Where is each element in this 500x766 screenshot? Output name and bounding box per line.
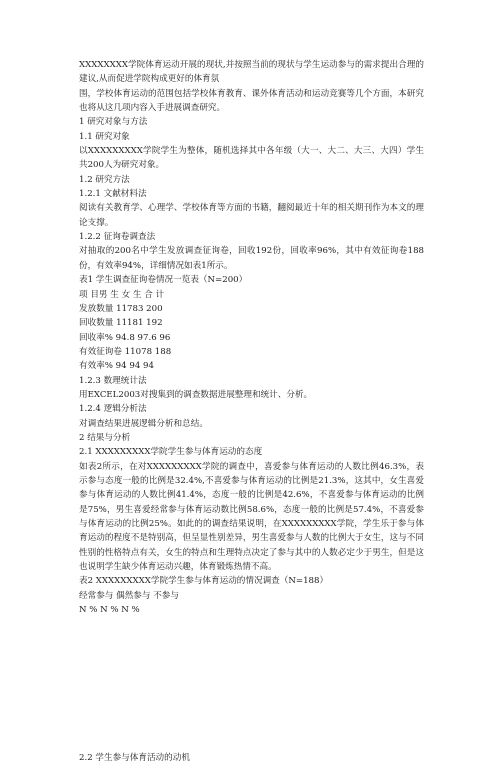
section-1-2-1-heading: 1.2.1 文献材料法 <box>79 189 147 200</box>
section-1-2-3-heading: 1.2.3 数理统计法 <box>79 375 147 386</box>
table-1-row: 发放数量 11783 200 <box>79 303 163 314</box>
table-1-row: 有效征询卷 11078 188 <box>79 346 172 357</box>
section-1-1-text: 以XXXXXXXXX学院学生为整体，随机选择其中各年级（大一、大二、大三、大四）学生共200人为研究对象。 <box>79 146 424 171</box>
section-1-2-3-text: 用EXCEL2003对搜集到的调查数据进展整理和统计、分析。 <box>79 389 313 400</box>
intro-line-1: XXXXXXXX学院体育运动开展的现状,并按照当前的现状与学生运动参与的需求提出合理的建议,从而促进学院构成更好的体育氛 <box>79 60 424 85</box>
table-1-row: 回收率% 94.8 97.6 96 <box>79 332 171 343</box>
section-1-2-1-text: 阅读有关教育学、心理学、学校体育等方面的书籍，翻阅最近十年的相关期刊作为本文的理论支撑。 <box>79 203 424 228</box>
table-2-subheader: N % N % N % <box>79 605 140 616</box>
section-1-2-4-text: 对调查结果进展逻辑分析和总结。 <box>79 418 208 429</box>
intro-line-2: 围，学校体育运动的范围包括学校体育教育、课外体育活动和运动竞赛等几个方面，本研究也将从这几项内容入手进展调查研究。 <box>79 88 424 114</box>
section-2-heading: 2 结果与分析 <box>79 432 131 443</box>
section-1-1-heading: 1.1 研究对象 <box>79 131 130 142</box>
blank-space <box>79 617 424 751</box>
table-1-header: 项 目男 生 女 生 合 计 <box>79 289 165 300</box>
section-2-1-heading: 2.1 XXXXXXXXX学院学生参与体育运动的态度 <box>79 447 263 458</box>
section-1-2-heading: 1.2 研究方法 <box>79 174 130 185</box>
table-2-caption: 表2 XXXXXXXXX学院学生参与体育运动的情况调查（N=188） <box>79 576 329 587</box>
section-1-2-2-heading: 1.2.2 征询卷调查法 <box>79 232 156 243</box>
section-1-2-4-heading: 1.2.4 逻辑分析法 <box>79 404 147 415</box>
table-1-row: 有效率% 94 94 94 <box>79 361 154 372</box>
section-1-2-2-text: 对抽取的200名中学生发放调查征询卷，回收192份，回收率96%，其中有效征询卷188份，有效率94%，详细情况如表1所示。 <box>79 246 424 271</box>
section-2-1-text: 如表2所示，在对XXXXXXXXX学院的调查中，喜爱参与体育运动的人数比例46.3%，表示参与态度一般的比例是32.4%,不喜爱参与体育运动的比例是21.3%，这其中，女生喜爱参与体育运动的人数比例41.4%，态度一般的比例是42.6%，不喜爱参与体育运动的比例是75%，男生喜爱经常参与体育运动数比例58.6%，态度一般的比例是57.4%，不喜爱参与体育运动的比例25%。如此的的调查结果说明，在XXXXXXXXX学院，学生乐于参与体育运动的程度不是特别高，但呈显性别差异，男生喜爱参与人数的比例大于女生，这与不同性别的性格特点有关，女生的特点和生理特点决定了参与其中的人数必定少于男生，但是这也说明学生缺少体育运动兴趣，体育锻炼热情不高。 <box>79 461 424 573</box>
table-1-caption: 表1 学生调查征询卷情况一览表（N=200） <box>79 275 248 286</box>
section-2-2-heading: 2.2 学生参与体育活动的动机 <box>79 753 190 764</box>
table-1-row: 回收数量 11181 192 <box>79 318 163 329</box>
table-2-header: 经常参与 偶然参与 不参与 <box>79 590 179 601</box>
section-1-heading: 1 研究对象与方法 <box>79 117 148 128</box>
document-page <box>79 58 424 766</box>
